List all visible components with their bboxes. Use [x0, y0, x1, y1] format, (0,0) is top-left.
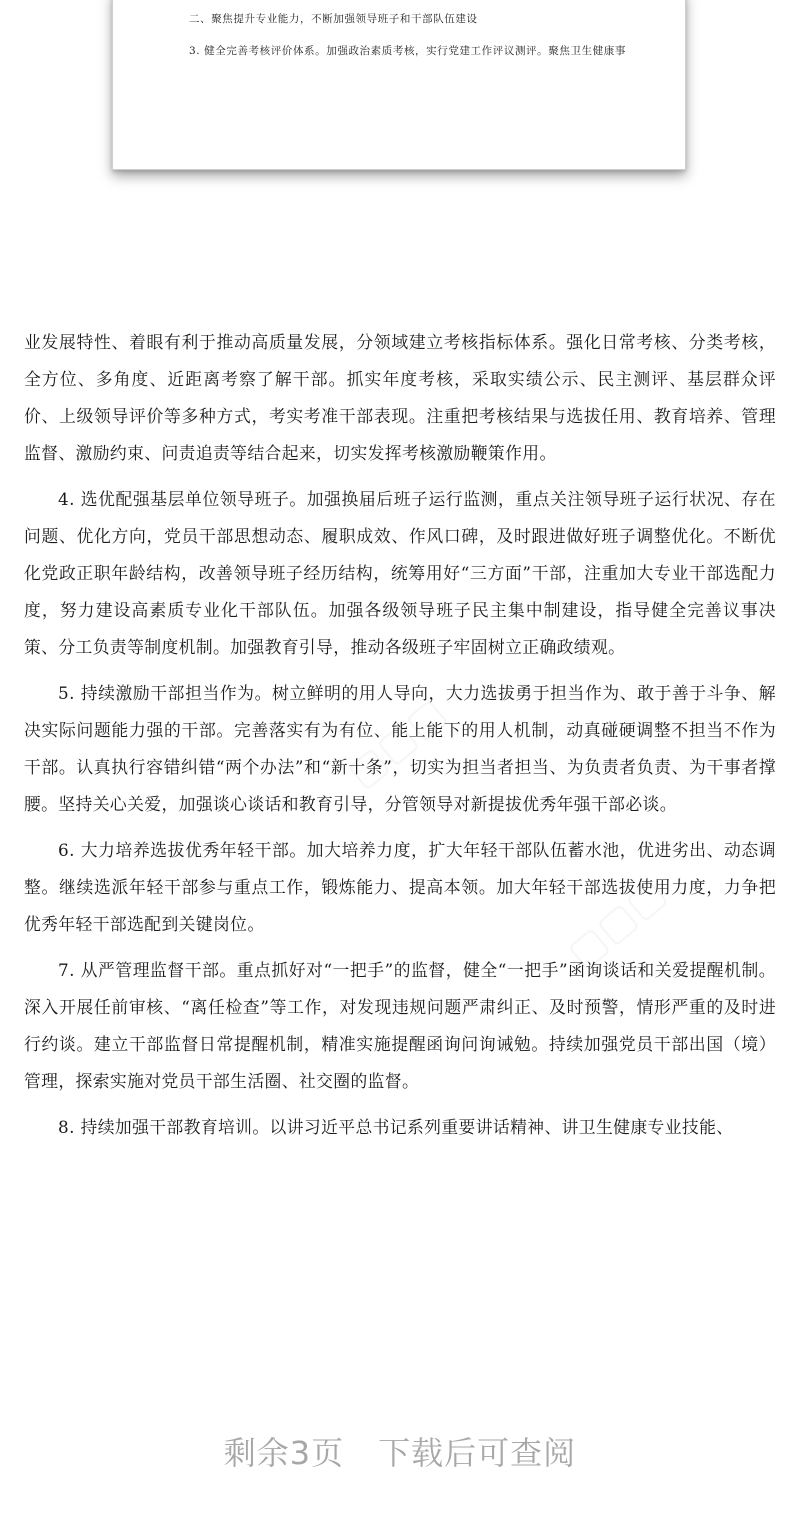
preview-page-card [112, 0, 686, 170]
paragraph: 4. 选优配强基层单位领导班子。加强换届后班子运行监测，重点关注领导班子运行状况、存在问题、优化方向，党员干部思想动态、履职成效、作风口碑，及时跟进做好班子调整优化。不断优化党政正职年龄结构，改善领导班子经历结构，统筹用好“三方面”干部，注重加大专业干部选配力度，努力建设高素质专业化干部队伍。加强各级领导班子民主集中制建设，指导健全完善议事决策、分工负责等制度机制。加强教育引导，推动各级班子牢固树立正确政绩观。 [24, 489, 776, 657]
paragraph: 8. 持续加强干部教育培训。以讲习近平总书记系列重要讲话精神、讲卫生健康专业技能、 [58, 1117, 734, 1137]
preview-heading: 二、聚焦提升专业能力，不断加强领导班子和干部队伍建设 [189, 13, 478, 25]
preview-line: 3. 健全完善考核评价体系。加强政治素质考核，实行党建工作评议测评。聚焦卫生健康事 [189, 45, 626, 57]
document-body [24, 324, 776, 1146]
download-hint: 下载后可查阅 [378, 1434, 577, 1472]
paragraph: 6. 大力培养选拔优秀年轻干部。加大培养力度，扩大年轻干部队伍蓄水池，优进劣出、动态调整。继续选派年轻干部参与重点工作，锻炼能力、提高本领。加大年轻干部选拔使用力度，力争把优秀年轻干部选配到关键岗位。 [24, 840, 776, 934]
download-prompt[interactable] [0, 1428, 800, 1474]
paragraph: 5. 持续激励干部担当作为。树立鲜明的用人导向，大力选拔勇于担当作为、敢于善于斗争、解决实际问题能力强的干部。完善落实有为有位、能上能下的用人机制，动真碰硬调整不担当不作为干部。认真执行容错纠错“两个办法”和“新十条”，切实为担当者担当、为负责者负责、为干事者撑腰。坚持关心关爱，加强谈心谈话和教育引导，分管领导对新提拔优秀年强干部必谈。 [24, 683, 776, 814]
remaining-pages-label: 剩余3页 [223, 1434, 345, 1472]
paragraph: 7. 从严管理监督干部。重点抓好对“一把手”的监督，健全“一把手”函询谈话和关爱提醒机制。深入开展任前审核、“离任检查”等工作，对发现违规问题严肃纠正、及时预警，情形严重的及时进行约谈。建立干部监督日常提醒机制，精准实施提醒函询问询诫勉。持续加强党员干部出国（境）管理，探索实施对党员干部生活圈、社交圈的监督。 [24, 960, 776, 1091]
paragraph: 业发展特性、着眼有利于推动高质量发展，分领域建立考核指标体系。强化日常考核、分类考核，全方位、多角度、近距离考察了解干部。抓实年度考核，采取实绩公示、民主测评、基层群众评价、上级领导评价等多种方式，考实考准干部表现。注重把考核结果与选拔任用、教育培养、管理监督、激励约束、问责追责等结合起来，切实发挥考核激励鞭策作用。 [24, 332, 776, 463]
